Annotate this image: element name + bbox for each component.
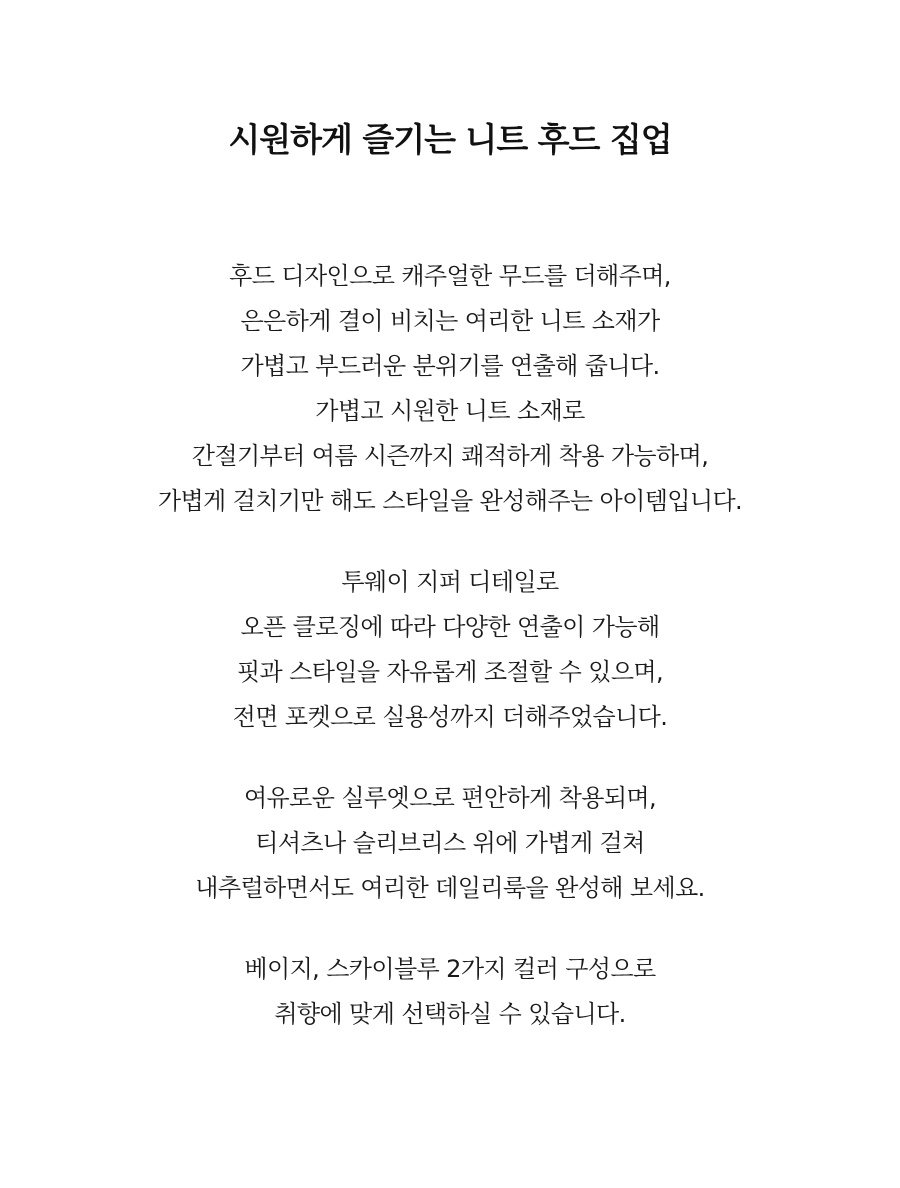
- description-line: 은은하게 결이 비치는 여리한 니트 소재가: [240, 307, 660, 335]
- description-paragraph-intro: [0, 254, 900, 524]
- description-line: 가볍고 부드러운 분위기를 연출해 줍니다.: [240, 352, 660, 380]
- description-line: 가볍게 걸치기만 해도 스타일을 완성해주는 아이템입니다.: [157, 487, 743, 515]
- description-line: 내추럴하면서도 여리한 데일리룩을 완성해 보세요.: [195, 874, 705, 902]
- description-line: 베이지, 스카이블루 2가지 컬러 구성으로: [244, 955, 656, 983]
- description-paragraph-zipper: [0, 560, 900, 740]
- description-line: 투웨이 지퍼 디테일로: [341, 568, 559, 596]
- page-title: 시원하게 즐기는 니트 후드 집업: [228, 120, 672, 159]
- description-line: 가볍고 시원한 니트 소재로: [315, 397, 585, 425]
- description-line: 간절기부터 여름 시즌까지 쾌적하게 착용 가능하며,: [191, 442, 709, 470]
- description-paragraph-fit: [0, 776, 900, 911]
- description-paragraph-colors: [0, 947, 900, 1037]
- description-line: 핏과 스타일을 자유롭게 조절할 수 있으며,: [236, 658, 664, 686]
- description-line: 티셔츠나 슬리브리스 위에 가볍게 걸쳐: [255, 829, 645, 857]
- description-line: 오픈 클로징에 따라 다양한 연출이 가능해: [240, 613, 660, 641]
- description-body: [0, 254, 900, 1073]
- description-line: 전면 포켓으로 실용성까지 더해주었습니다.: [232, 703, 668, 731]
- description-line: 취향에 맞게 선택하실 수 있습니다.: [274, 1000, 626, 1028]
- description-line: 후드 디자인으로 캐주얼한 무드를 더해주며,: [229, 262, 671, 290]
- description-line: 여유로운 실루엣으로 편안하게 착용되며,: [243, 784, 657, 812]
